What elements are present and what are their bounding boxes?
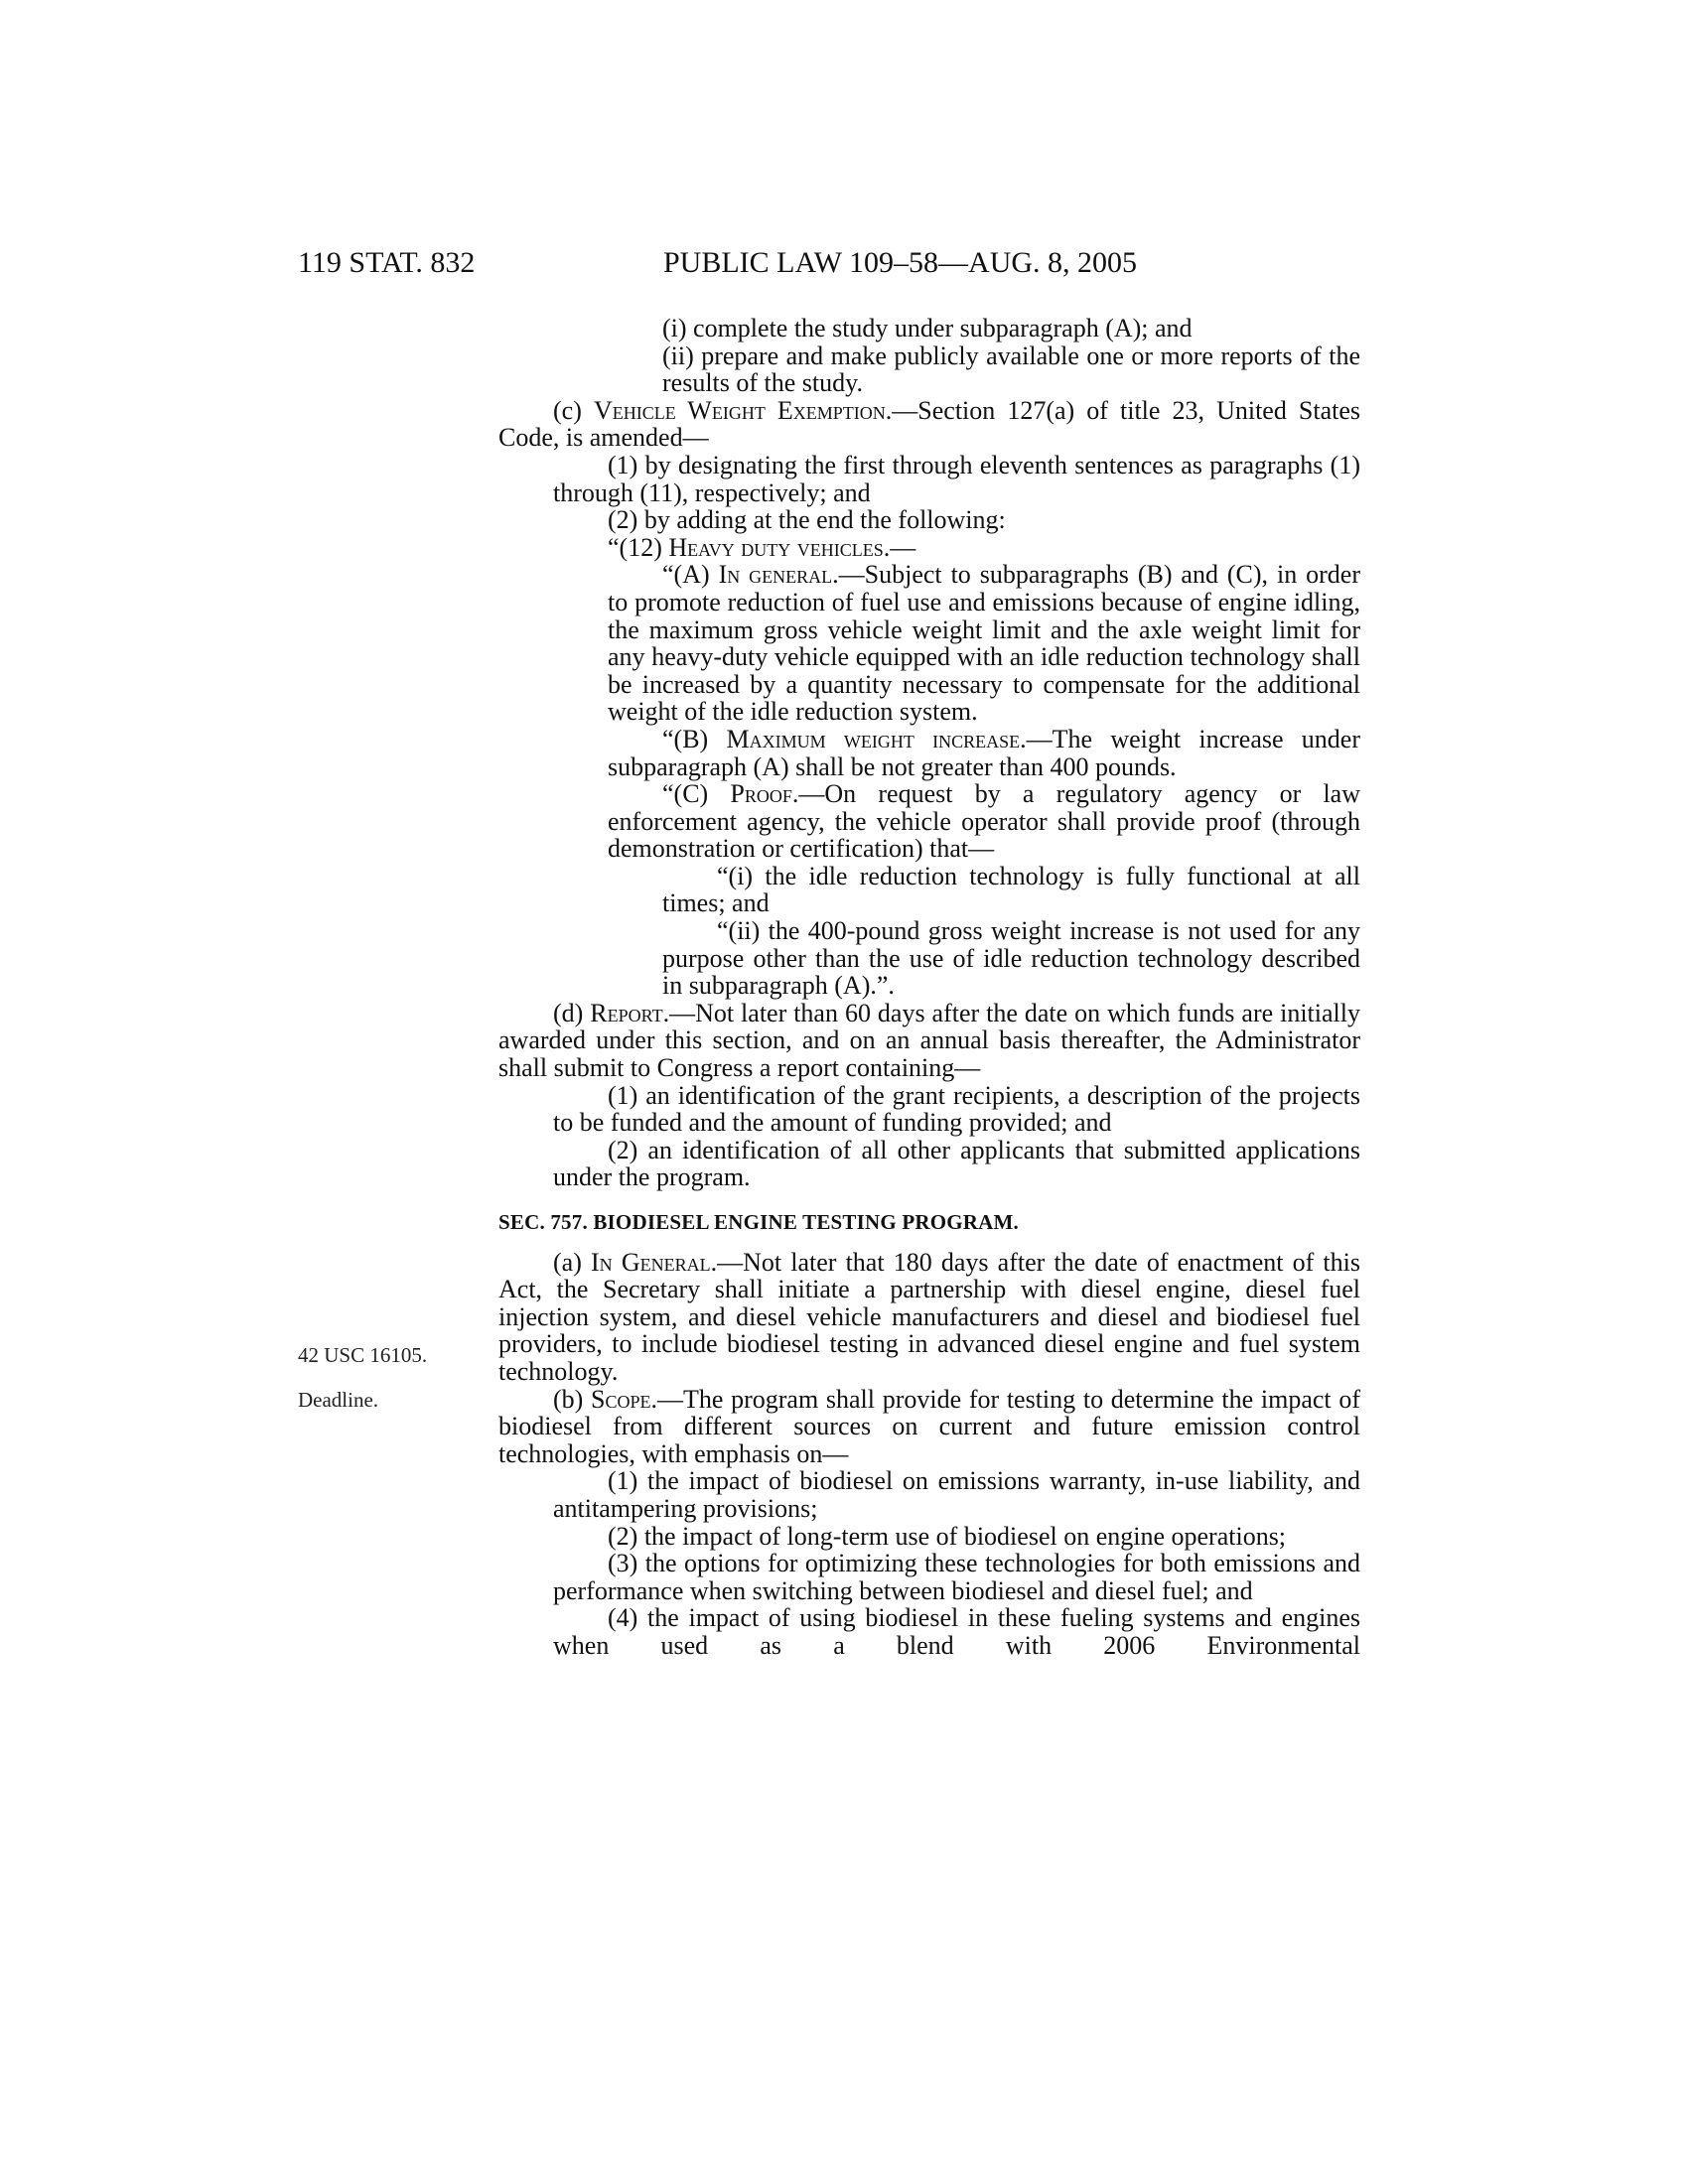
clause-C-i: “(i) the idle reduction technology is fully functional at all times; and: [662, 861, 1360, 918]
usc-margin-note: 42 USC 16105.: [298, 1343, 428, 1367]
paragraph-b2: (2) the impact of long-term use of biodiesel on engine operations;: [608, 1521, 1287, 1551]
page-header: [0, 246, 1688, 286]
paragraph-d1: (1) an identification of the grant recipients, a description of the projects to be funded and the amount of funding provided; and: [553, 1080, 1360, 1138]
law-title: PUBLIC LAW 109–58—AUG. 8, 2005: [663, 246, 1138, 279]
paragraph-12-caption: Heavy duty vehicles: [668, 532, 884, 562]
subsection-c-caption: Vehicle Weight Exemption: [593, 395, 886, 425]
subparagraph-B-caption: Maximum weight increase: [726, 724, 1021, 753]
subsection-b: (b) Scope.—The program shall provide for testing to determine the impact of biodiesel from different sources on current and future emission control technologies, with emphasis on—: [498, 1384, 1360, 1468]
clause-i: (i) complete the study under subparagraph (A); and: [662, 314, 1193, 342]
subsection-a-caption: In General: [591, 1247, 711, 1277]
paragraph-d2: (2) an identification of all other applicants that submitted applications under the program.: [553, 1135, 1360, 1192]
subparagraph-B: “(B) Maximum weight increase.—The weight increase under subparagraph (A) shall be not greater than 400 pounds.: [608, 724, 1361, 781]
clause-C-ii: “(ii) the 400-pound gross weight increase is not used for any purpose other than the use of idle reduction technology described in subparagraph (A).”.: [662, 916, 1360, 1001]
paragraph-b1: (1) the impact of biodiesel on emissions warranty, in-use liability, and antitampering provisions;: [553, 1466, 1360, 1523]
stat-page-number: 119 STAT. 832: [298, 246, 476, 279]
subsection-d-caption: Report: [590, 998, 663, 1027]
document-body: [498, 315, 1360, 1660]
paragraph-b4: (4) the impact of using biodiesel in these fueling systems and engines when used as a blend with 2006 Environmental: [553, 1603, 1360, 1660]
subparagraph-A-caption: In general: [718, 560, 833, 590]
section-757-heading: SEC. 757. BIODIESEL ENGINE TESTING PROGRAM.: [498, 1210, 1020, 1234]
subsection-a: (a) In General.—Not later that 180 days after the date of enactment of this Act, the Secretary shall initiate a partnership with diesel engine, diesel fuel injection system, and diesel vehicle manufacturers and diesel and biodiesel fuel providers, to include biodiesel testing in advanced diesel engine and fuel system technology.: [498, 1247, 1360, 1386]
subparagraph-C-caption: Proof: [730, 779, 792, 809]
paragraph-b3: (3) the options for optimizing these technologies for both emissions and performance when switching between biodiesel and diesel fuel; and: [553, 1549, 1360, 1605]
deadline-margin-note: Deadline.: [298, 1388, 379, 1412]
subparagraph-C: “(C) Proof.—On request by a regulatory agency or law enforcement agency, the vehicle operator shall provide proof (through demonstration or certification) that—: [608, 779, 1360, 864]
paragraph-c2: (2) by adding at the end the following:: [608, 505, 1006, 535]
subparagraph-A: “(A) In general.—Subject to subparagraphs (B) and (C), in order to promote reduction of fuel use and emissions because of engine idling, the maximum gross vehicle weight limit and the axle weight limit for any heavy-duty vehicle equipped with an idle reduction technology shall be increased by a quantity necessary to compensate for the additional weight of the idle reduction system.: [608, 560, 1360, 727]
subsection-c: (c) Vehicle Weight Exemption.—Section 127(a) of title 23, United States Code, is amended—: [498, 395, 1361, 453]
paragraph-12-heading: “(12) Heavy duty vehicles.—: [608, 532, 916, 562]
subsection-b-caption: Scope: [591, 1384, 651, 1414]
paragraph-c1: (1) by designating the first through eleventh sentences as paragraphs (1) through (11), respectively; and: [553, 450, 1360, 507]
clause-ii: (ii) prepare and make publicly available one or more reports of the results of the study.: [662, 341, 1360, 398]
subsection-d: (d) Report.—Not later than 60 days after the date on which funds are initially awarded under this section, and on an annual basis thereafter, the Administrator shall submit to Congress a report containing—: [498, 998, 1360, 1083]
